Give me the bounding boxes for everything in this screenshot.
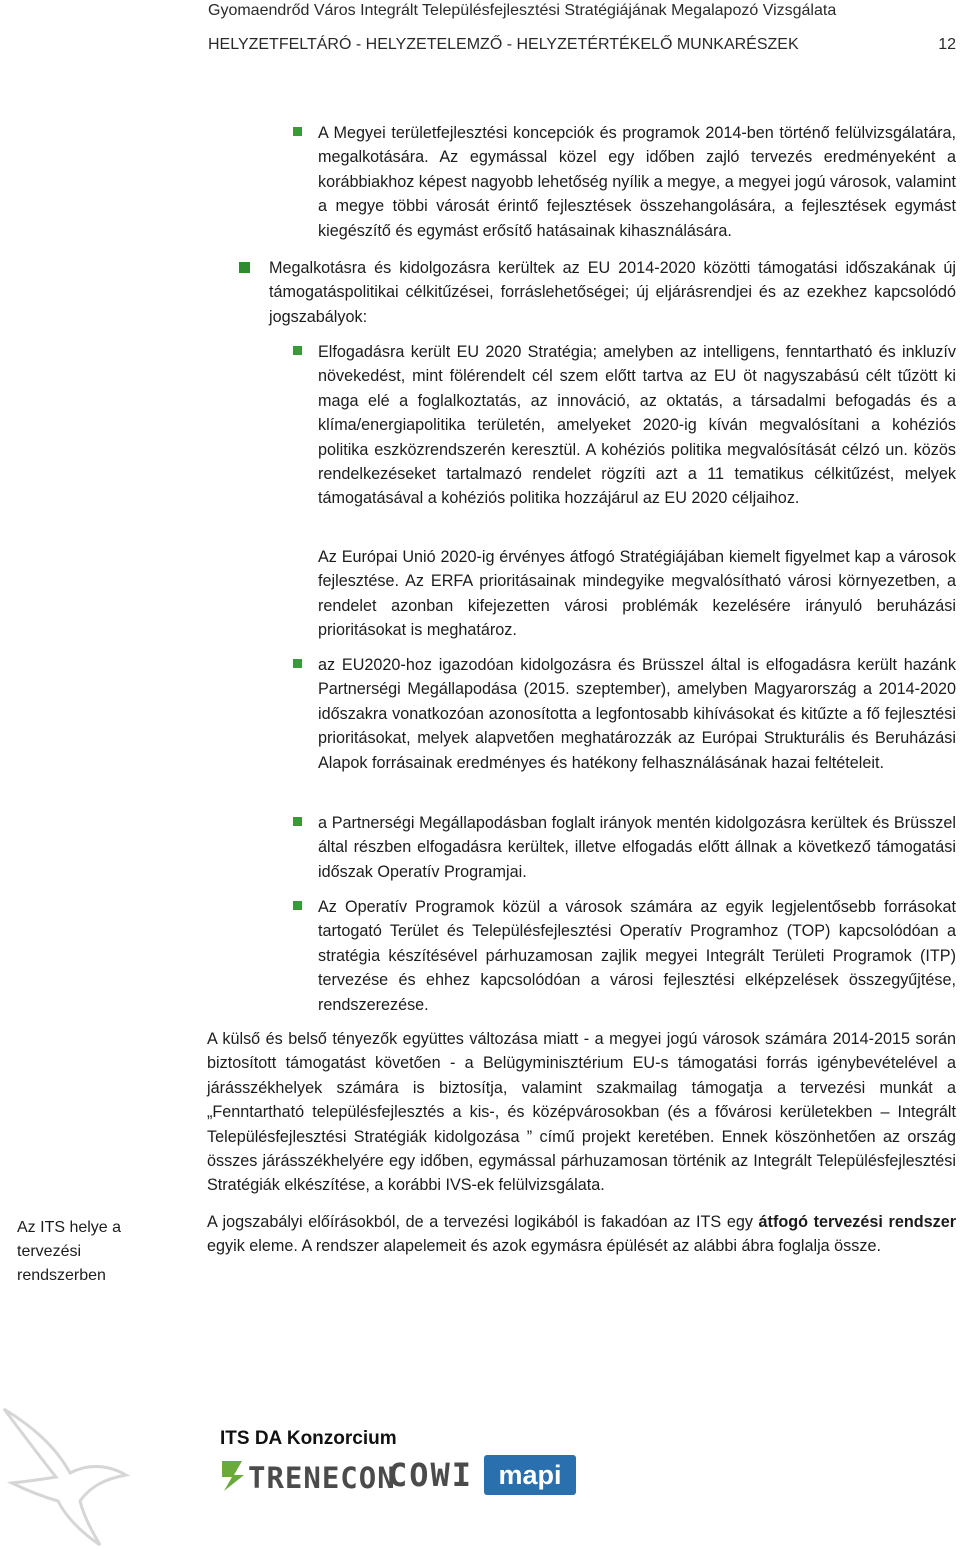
paragraph-text: A jogszabályi előírásokból, de a tervezési logikából is fakadóan az ITS egy — [207, 1213, 759, 1231]
bullet-icon — [293, 817, 302, 826]
trenecon-mark-icon — [220, 1457, 396, 1495]
paragraph-text: egyik eleme. A rendszer alapelemeit és azok egymásra épülését az alábbi ábra foglalja össze. — [207, 1237, 881, 1256]
paragraph-its-support: A külső és belső tényezők együttes változása miatt - a megyei jogú városok számára 2014-2015 során biztosított támogatást követően - a Belügyminisztérium EU-s támogatási forrás igénybevételével a járásszékhelyek számára is biztosítja, valamint szakmailag támogatja a tervezési munkát a „Fenntartható településfejlesztés a kis-, és középvárosokban (és a fővárosi kerületekben – Integrált Településfejlesztési Stratégiák kidolgozása ” című projekt keretében. Ennek köszönhetően az ország összes járásszékhelyére egy időben, egymással párhuzamosan történik az Integrált Településfejlesztési Stratégiák elkészítése, a korábbi IVS-ek felülvizsgálata. — [207, 1030, 956, 1195]
list-item-sub-d: az EU2020-hoz igazodóan kidolgozásra és Brüsszel által is elfogadásra került hazánk Partnerségi Megállapodása (2015. szeptember), amelyben Magyarország a 2014-2020 időszakra vonatkozóan azonosította a legfontosabb kihívásokat és kitűzte a fő fejlesztési prioritásokat, melyek alapvetően meghatározzák az Európai Strukturális és Beruházási Alapok forrásainak eredményes és hatékony felhasználásának hazai feltételeit. — [318, 656, 956, 772]
document-title: Gyomaendrőd Város Integrált Településfejlesztési Stratégiájának Megalapozó Vizsgálata — [208, 2, 837, 19]
list-item-main-b: Megalkotásra és kidolgozásra kerültek az EU 2014-2020 közötti támogatási időszakának új támogatáspolitikai célkitűzései, forráslehetőségei; új eljárásrendjei és az ezekhez kapcsolódó jogszabályok: — [269, 259, 956, 326]
paragraph-its-system — [207, 1210, 956, 1259]
consortium-title: ITS DA Konzorcium — [220, 1428, 397, 1449]
trenecon-logo — [220, 1457, 396, 1498]
list-item-sub-f: Az Operatív Programok közül a városok számára az egyik legjelentősebb forrásokat tartogató Terület és Településfejlesztési Operatív Programhoz (TOP) kapcsolódóan a stratégia készítésével párhuzamosan zajlik megyei Integrált Területi Programok (ITP) tervezése és ehhez kapcsolódóan a városi fejlesztési elképzelések összegyűjtése, rendszerezése. — [318, 898, 956, 1014]
page-number: 12 — [938, 36, 956, 53]
document-subtitle: HELYZETFELTÁRÓ - HELYZETELEMZŐ - HELYZETÉRTÉKELŐ MUNKARÉSZEK — [208, 36, 799, 53]
bullet-icon — [293, 127, 302, 136]
bullet-icon — [293, 346, 302, 355]
list-item-sub-a: A Megyei területfejlesztési koncepciók és programok 2014-ben történő felülvizsgálatára, megalkotására. Az egymással közel egy időben zajló tervezés eredményeként a korábbiakhoz képest nagyobb lehetőség nyílik a megye, a megyei jogú városok, valamint a megye többi városát érintő fejlesztések összehangolására, a fejlesztések egymást kiegészítő és egymást erősítő hatásainak kihasználására. — [318, 124, 956, 240]
list-item-sub-c: Elfogadásra került EU 2020 Stratégia; amelyben az intelligens, fenntartható és inkluzív növekedést, mint fölérendelt cél szem előtt tartva az EU öt nagyszabású célt tűzött ki maga elé a foglalkoztatás, az innováció, az oktatás, a társadalmi befogadás és a klíma/energiapolitika területén, amelyeket 2020-ig kíván megvalósítani a kohéziós politika eszközrendszerén keresztül. A kohéziós politika megvalósítását célzó un. közös rendelkezéseket tartalmazó rendelet rögzíti azt a 11 tematikus célkitűzést, melyek támogatásával a kohéziós politika hozzájárul az EU 2020 céljaihoz. — [318, 343, 956, 508]
emphasis-text: átfogó tervezési rendszer — [758, 1213, 957, 1231]
bullet-icon — [293, 659, 302, 668]
bird-logo-icon — [0, 1405, 130, 1549]
list-item-sub-e: a Partnerségi Megállapodásban foglalt irányok mentén kidolgozásra kerültek és Brüsszel által részben elfogadásra kerültek, illetve elfogadás előtt állnak a következő támogatási időszak Operatív Programjai. — [318, 814, 956, 881]
bullet-icon — [293, 901, 302, 910]
list-item-sub-c-continued: Az Európai Unió 2020-ig érvényes átfogó Stratégiájában kiemelt figyelmet kap a városok fejlesztése. Az ERFA prioritásainak mindegyike megvalósítható városi környezetben, a rendelet azonban kifejezetten városi problémák kezelésére irányuló beruházási prioritásokat is meghatároz. — [318, 548, 956, 640]
cowi-logo: COWI — [388, 1456, 474, 1494]
bullet-icon — [239, 262, 250, 273]
margin-note: Az ITS helye a tervezési rendszerben — [17, 1219, 122, 1284]
document-subtitle-row — [208, 36, 956, 54]
trenecon-wordmark: TRENECON — [248, 1461, 396, 1495]
mapi-logo: mapi — [484, 1455, 576, 1495]
